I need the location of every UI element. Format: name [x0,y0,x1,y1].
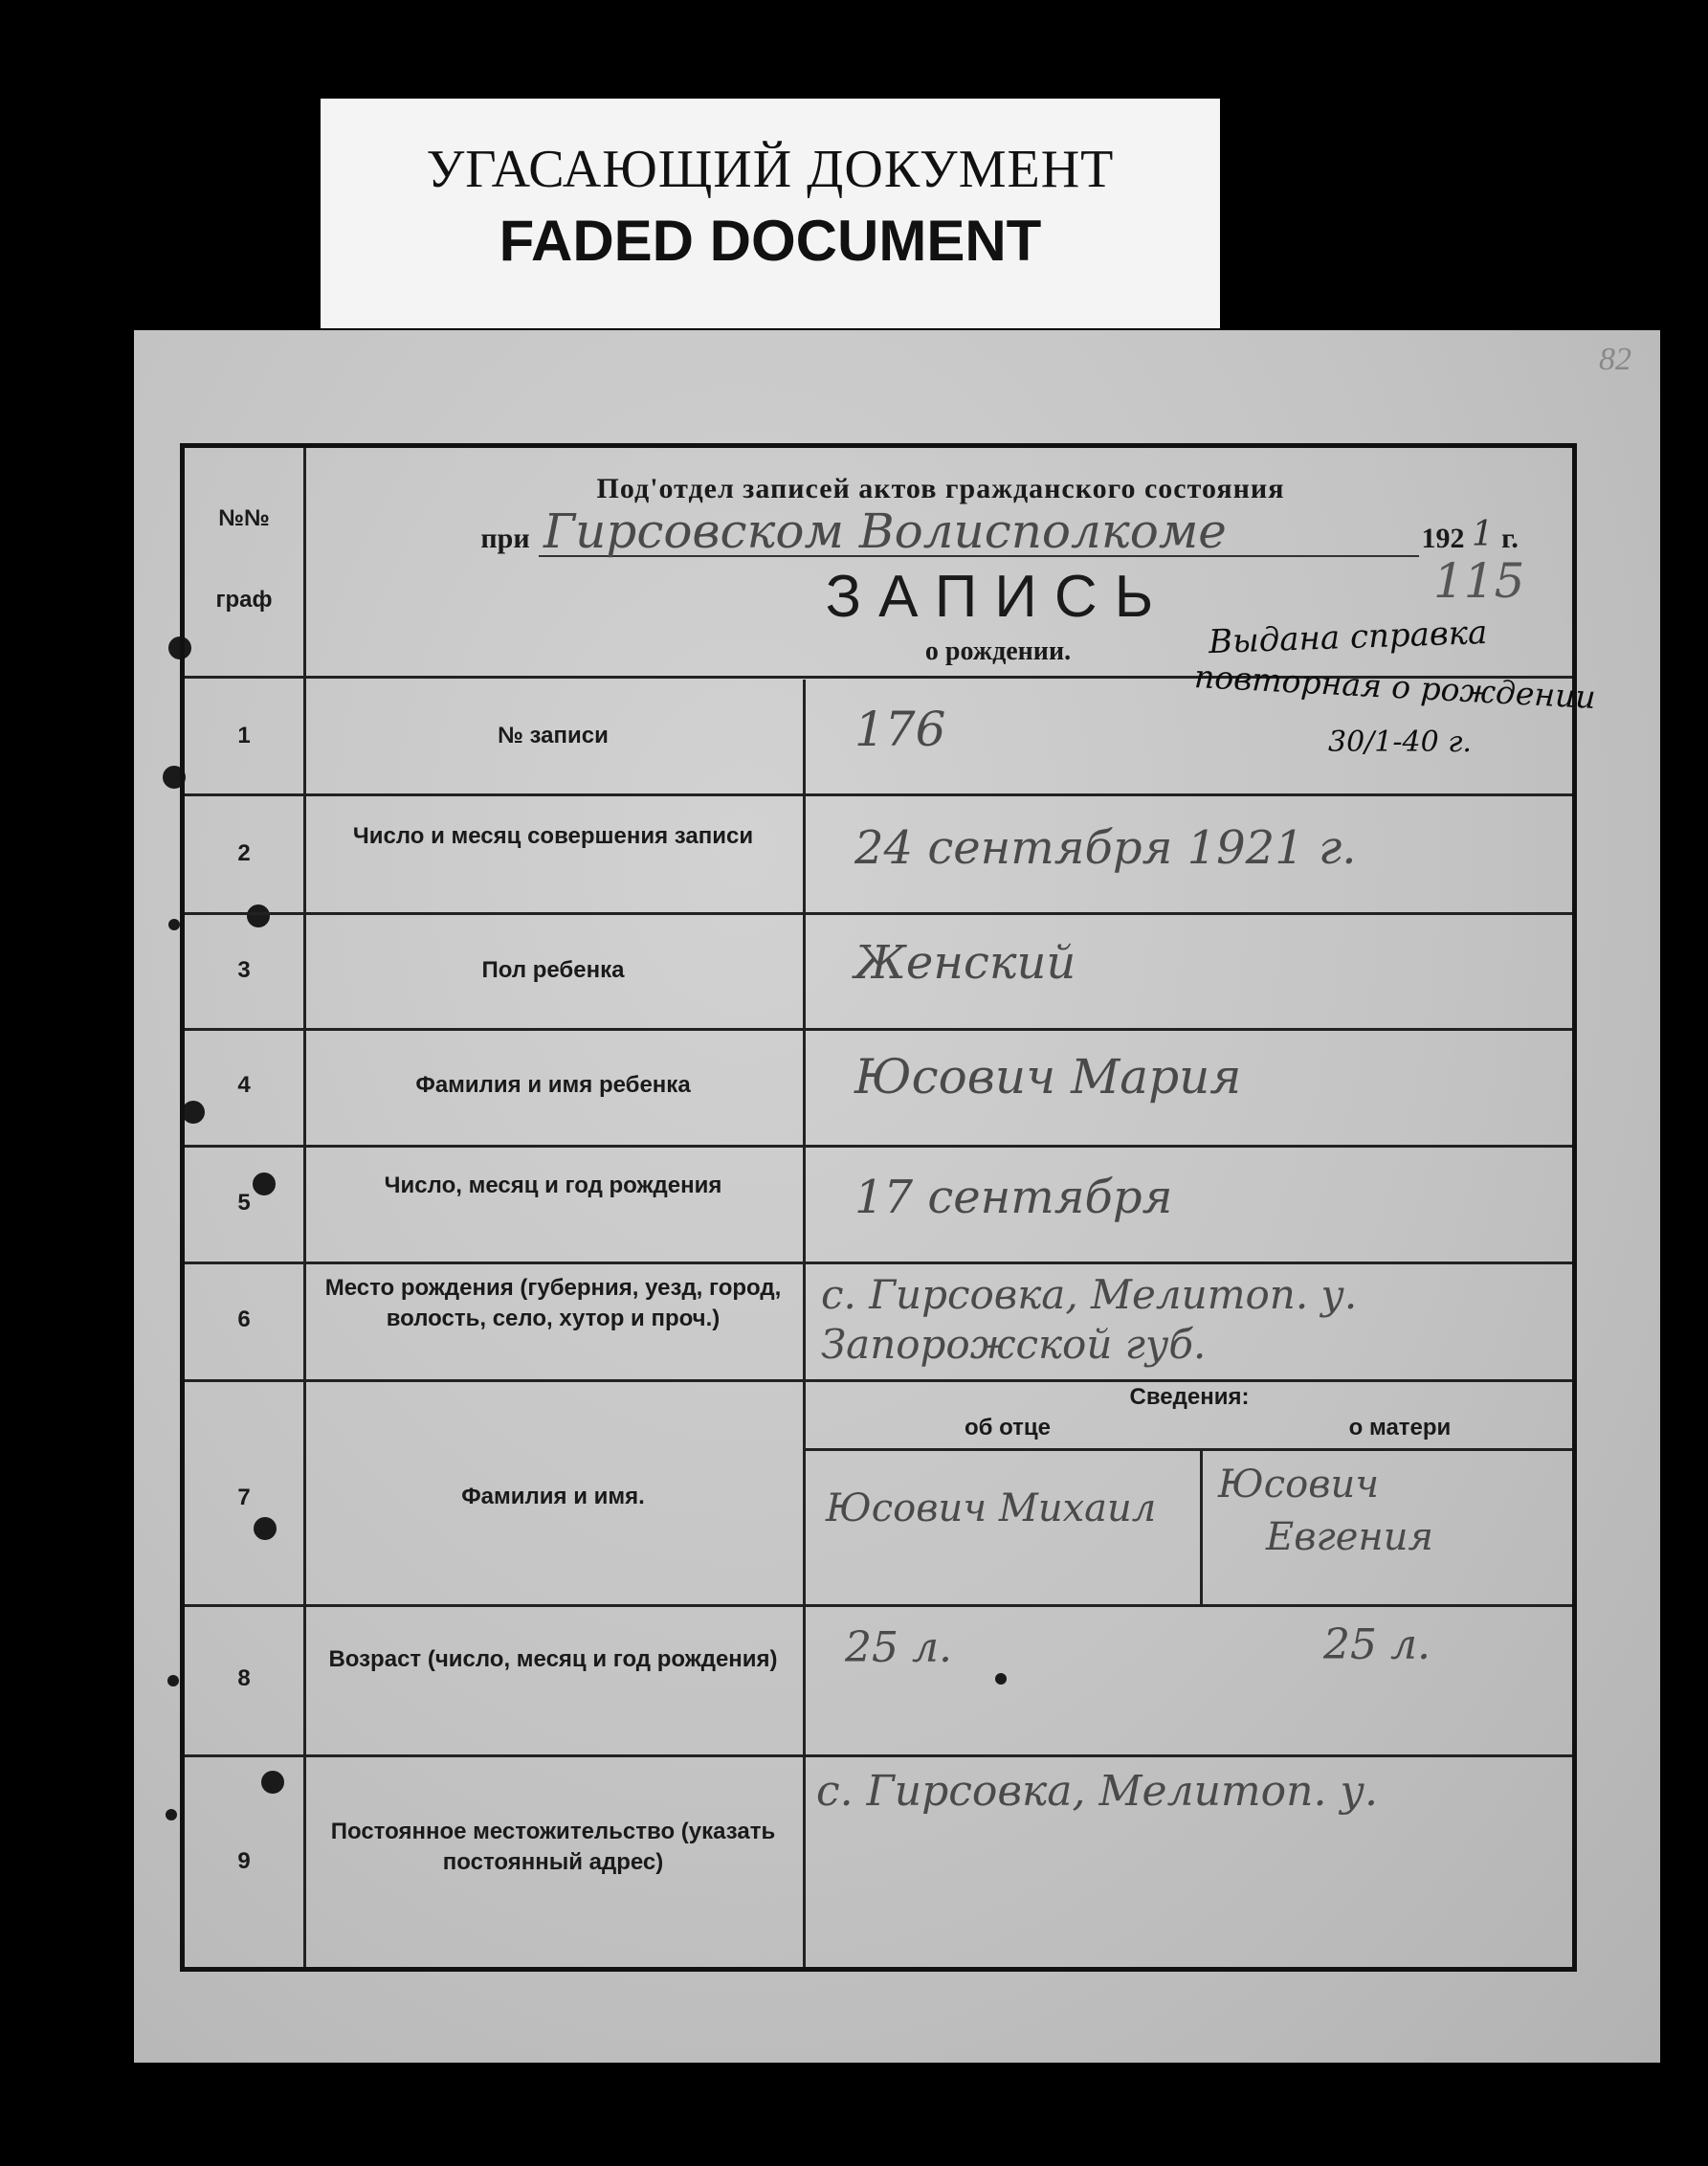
record-subtitle: о рождении. [924,636,1072,666]
mother-header: о матери [1348,1415,1452,1440]
annotation-line-2: повторная о рождении [1193,658,1597,716]
birth-place-value-line-2: Запорожской губ. [821,1321,1207,1368]
parents-divider [1200,1451,1203,1604]
record-title: ЗАПИСЬ [825,564,1171,630]
column-title-numbers: №№ [218,505,270,531]
row-divider [185,912,1572,915]
department-title: Под'отдел записей актов гражданского состояния [596,473,1285,504]
executive-committee-name: Гирсовском Волисполкоме [543,503,1227,559]
father-age-value: 25 л. [845,1623,952,1672]
label-english: FADED DOCUMENT [499,209,1042,273]
row-number: 3 [237,957,251,983]
row-divider [185,1262,1572,1264]
row-divider [185,1028,1572,1031]
field-birth-place-label: Место рождения (губерния, уезд, город, волость, село, хутор и проч.) [324,1275,782,1331]
mother-given-name-value: Евгения [1266,1515,1433,1559]
child-sex-value: Женский [854,936,1076,990]
ink-spot [168,919,180,930]
row-number: 9 [237,1848,251,1874]
row-number: 1 [237,723,251,748]
field-child-name-label: Фамилия и имя ребенка [415,1072,691,1098]
field-record-number-label: № записи [498,723,609,748]
faded-document-label [321,99,1220,328]
at-prefix: при [480,523,530,554]
row-divider [185,1379,1572,1382]
field-parents-name-label: Фамилия и имя. [461,1484,645,1509]
row-number: 7 [237,1485,251,1510]
birth-place-value-line-1: с. Гирсовка, Мелитоп. у. [821,1271,1358,1318]
ink-spot [167,1675,179,1686]
column-title-graph: граф [215,587,273,613]
birth-record-form [180,443,1597,1972]
row-divider [185,1754,1572,1757]
field-residence-label: Постоянное местожительство (указать постоянный адрес) [330,1819,776,1875]
year-prefix: 192 [1421,523,1465,554]
field-child-sex-label: Пол ребенка [481,957,625,983]
row-number: 8 [237,1665,251,1691]
annotation-number: 115 [1433,553,1525,609]
residence-value: с. Гирсовка, Мелитоп. у. [816,1767,1378,1816]
father-name-value: Юсович Михаил [826,1486,1157,1530]
label-russian: УГАСАЮЩИЙ ДОКУМЕНТ [426,140,1115,199]
field-birth-date-label: Число, месяц и год рождения [384,1172,722,1198]
annotation-line-3: 30/1-40 г. [1328,726,1472,759]
child-name-value: Юсович Мария [854,1049,1242,1105]
father-header: об отце [964,1415,1052,1440]
field-record-date-label: Число и месяц совершения записи [352,823,754,849]
row-number: 6 [237,1306,251,1332]
info-title: Сведения: [1129,1384,1250,1410]
mother-surname-value: Юсович [1218,1463,1380,1507]
column-divider [803,680,806,1967]
row-number: 5 [237,1190,251,1216]
row-divider [185,1604,1572,1607]
mother-age-value: 25 л. [1323,1620,1431,1669]
record-number-value: 176 [854,702,946,757]
archive-page-number: 82 [1599,342,1631,377]
row-divider [185,1145,1572,1148]
year-suffix: г. [1501,523,1519,554]
field-age-label: Возраст (число, месяц и год рождения) [328,1646,778,1672]
annotation-line-1: Выдана справка [1208,613,1488,662]
info-subheader-line [803,1448,1572,1451]
row-divider [185,793,1572,796]
birth-date-value: 17 сентября [854,1171,1173,1224]
record-date-value: 24 сентября 1921 г. [854,821,1357,875]
row-number: 4 [237,1072,251,1098]
ink-spot [166,1809,177,1820]
row-number: 2 [237,840,251,866]
year-value: 1 [1472,515,1494,554]
